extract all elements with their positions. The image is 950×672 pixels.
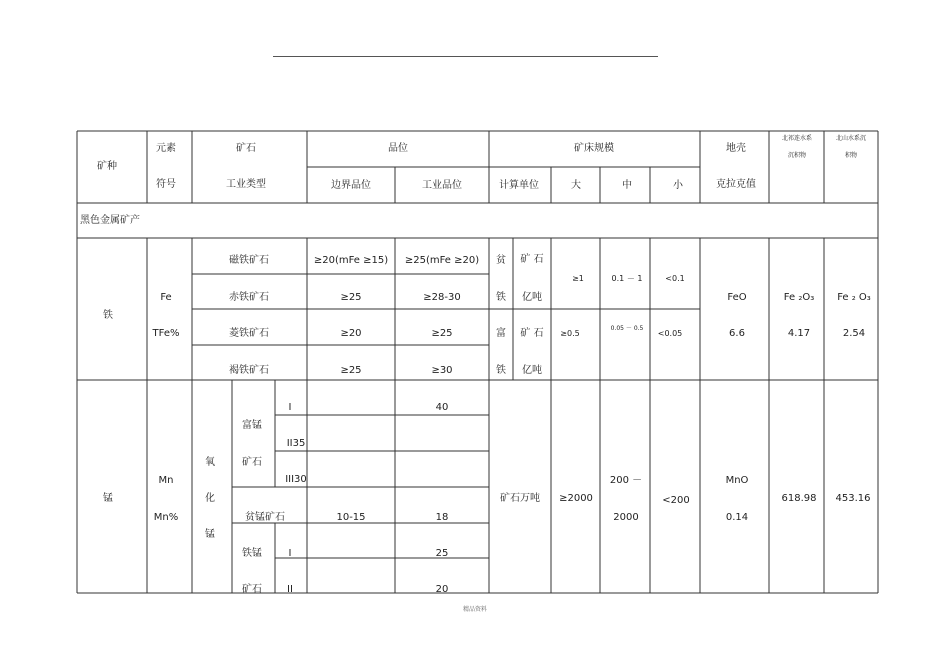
iron-ore-1: 磁铁矿石 (229, 255, 269, 266)
iron-north-b: 4.17 (787, 328, 811, 339)
iron-ind-1: ≥25(mFe ≥20) (404, 255, 480, 266)
iron-ind-3: ≥25 (431, 328, 453, 339)
mn-fe-ind-1: 25 (435, 548, 449, 559)
mn-oxide-2: 化 (205, 493, 215, 504)
header-unit: 计算单位 (499, 180, 539, 191)
iron-ore-2: 赤铁矿石 (229, 292, 269, 303)
iron-ore-3: 菱铁矿石 (229, 328, 269, 339)
header-ore: 矿石 (236, 143, 256, 154)
iron-rich-mid: 0.05 － 0.5 (610, 325, 644, 332)
header-grade-min: 边界品位 (331, 180, 371, 191)
mn-crust-a: MnO (725, 475, 749, 486)
footer-note: 精品资料 (462, 606, 488, 613)
mn-grade-2: II35 (286, 438, 306, 449)
iron-rich-a: 富 (496, 328, 506, 339)
header-symbol: 符号 (156, 179, 176, 190)
iron-min-3: ≥20 (340, 328, 362, 339)
iron-symbol: Fe (160, 292, 172, 303)
iron-poor-small: <0.1 (665, 274, 685, 283)
iron-min-2: ≥25 (340, 292, 362, 303)
mn-poor-ore: 贫锰矿石 (245, 512, 285, 523)
header-crust: 地壳 (726, 143, 746, 154)
header-scale: 矿床规模 (574, 143, 614, 154)
header-clarke: 克拉克值 (716, 179, 756, 190)
iron-poor-a: 贫 (496, 255, 506, 266)
mn-fe-grade-2: II (287, 584, 293, 595)
iron-min-1: ≥20(mFe ≥15) (313, 255, 389, 266)
iron-name: 铁 (103, 310, 113, 321)
header-beishan: 北山水系沉 (835, 135, 867, 142)
header-ore-type: 工业类型 (226, 179, 266, 190)
mn-large: ≥2000 (559, 493, 593, 504)
mn-beishan: 453.16 (835, 493, 871, 504)
mn-unit: 矿石万吨 (500, 493, 540, 504)
mn-poor-min: 10-15 (336, 512, 366, 523)
header-mineral: 矿种 (97, 161, 117, 172)
mn-fe-2: 矿石 (242, 584, 262, 595)
iron-crust-b: 6.6 (729, 328, 745, 339)
iron-beishan-a: Fe ₂ O₃ (837, 292, 871, 303)
mn-rich-1: 富锰 (242, 420, 262, 431)
header-north-qilian-2: 沉积物 (787, 152, 807, 159)
mn-ind-1: 40 (435, 402, 449, 413)
mn-small: <200 (662, 495, 690, 506)
mn-rich-2: 矿石 (242, 457, 262, 468)
iron-poor-large: ≥1 (572, 274, 584, 283)
iron-min-4: ≥25 (340, 365, 362, 376)
iron-crust-a: FeO (727, 292, 747, 303)
mn-grade-unit: Mn% (153, 512, 179, 523)
iron-ore-4: 褐铁矿石 (229, 365, 269, 376)
iron-rich-b: 铁 (496, 365, 506, 376)
iron-poor-mid: 0.1 － 1 (611, 274, 643, 283)
iron-grade-unit: TFe% (152, 328, 180, 339)
header-north-qilian: 北祁连水系 (781, 135, 813, 142)
iron-north-a: Fe ₂O₃ (783, 292, 815, 303)
mn-name: 锰 (103, 493, 113, 504)
mn-symbol: Mn (158, 475, 174, 486)
header-grade-ind: 工业品位 (422, 180, 462, 191)
header-mid: 中 (622, 180, 632, 191)
header-small: 小 (673, 180, 683, 191)
mn-north: 618.98 (781, 493, 817, 504)
mn-poor-ind: 18 (435, 512, 449, 523)
header-element: 元素 (156, 143, 176, 154)
mn-mid-b: 2000 (613, 512, 639, 523)
iron-unit-1a: 矿 石 (520, 254, 544, 265)
iron-rich-small: <0.05 (657, 329, 683, 338)
iron-poor-b: 铁 (496, 292, 506, 303)
mn-grade-1: I (288, 402, 292, 413)
iron-unit-2b: 亿吨 (522, 365, 542, 376)
header-beishan-2: 积物 (844, 152, 858, 159)
section-title: 黑色金属矿产 (80, 215, 140, 226)
header-large: 大 (571, 180, 581, 191)
iron-ind-4: ≥30 (431, 365, 453, 376)
mn-fe-1: 铁锰 (242, 548, 262, 559)
iron-beishan-b: 2.54 (842, 328, 866, 339)
iron-unit-1b: 亿吨 (522, 292, 542, 303)
mn-grade-3: III30 (285, 474, 307, 485)
mn-crust-b: 0.14 (725, 512, 749, 523)
mn-fe-ind-2: 20 (435, 584, 449, 595)
mn-oxide-3: 锰 (205, 529, 215, 540)
header-grade: 品位 (388, 143, 408, 154)
mn-mid-a: 200 － (609, 475, 643, 486)
iron-unit-2a: 矿 石 (520, 328, 544, 339)
iron-ind-2: ≥28-30 (423, 292, 461, 303)
iron-rich-large: ≥0.5 (560, 329, 580, 338)
mn-oxide-1: 氧 (205, 457, 215, 468)
mn-fe-grade-1: I (288, 548, 292, 559)
